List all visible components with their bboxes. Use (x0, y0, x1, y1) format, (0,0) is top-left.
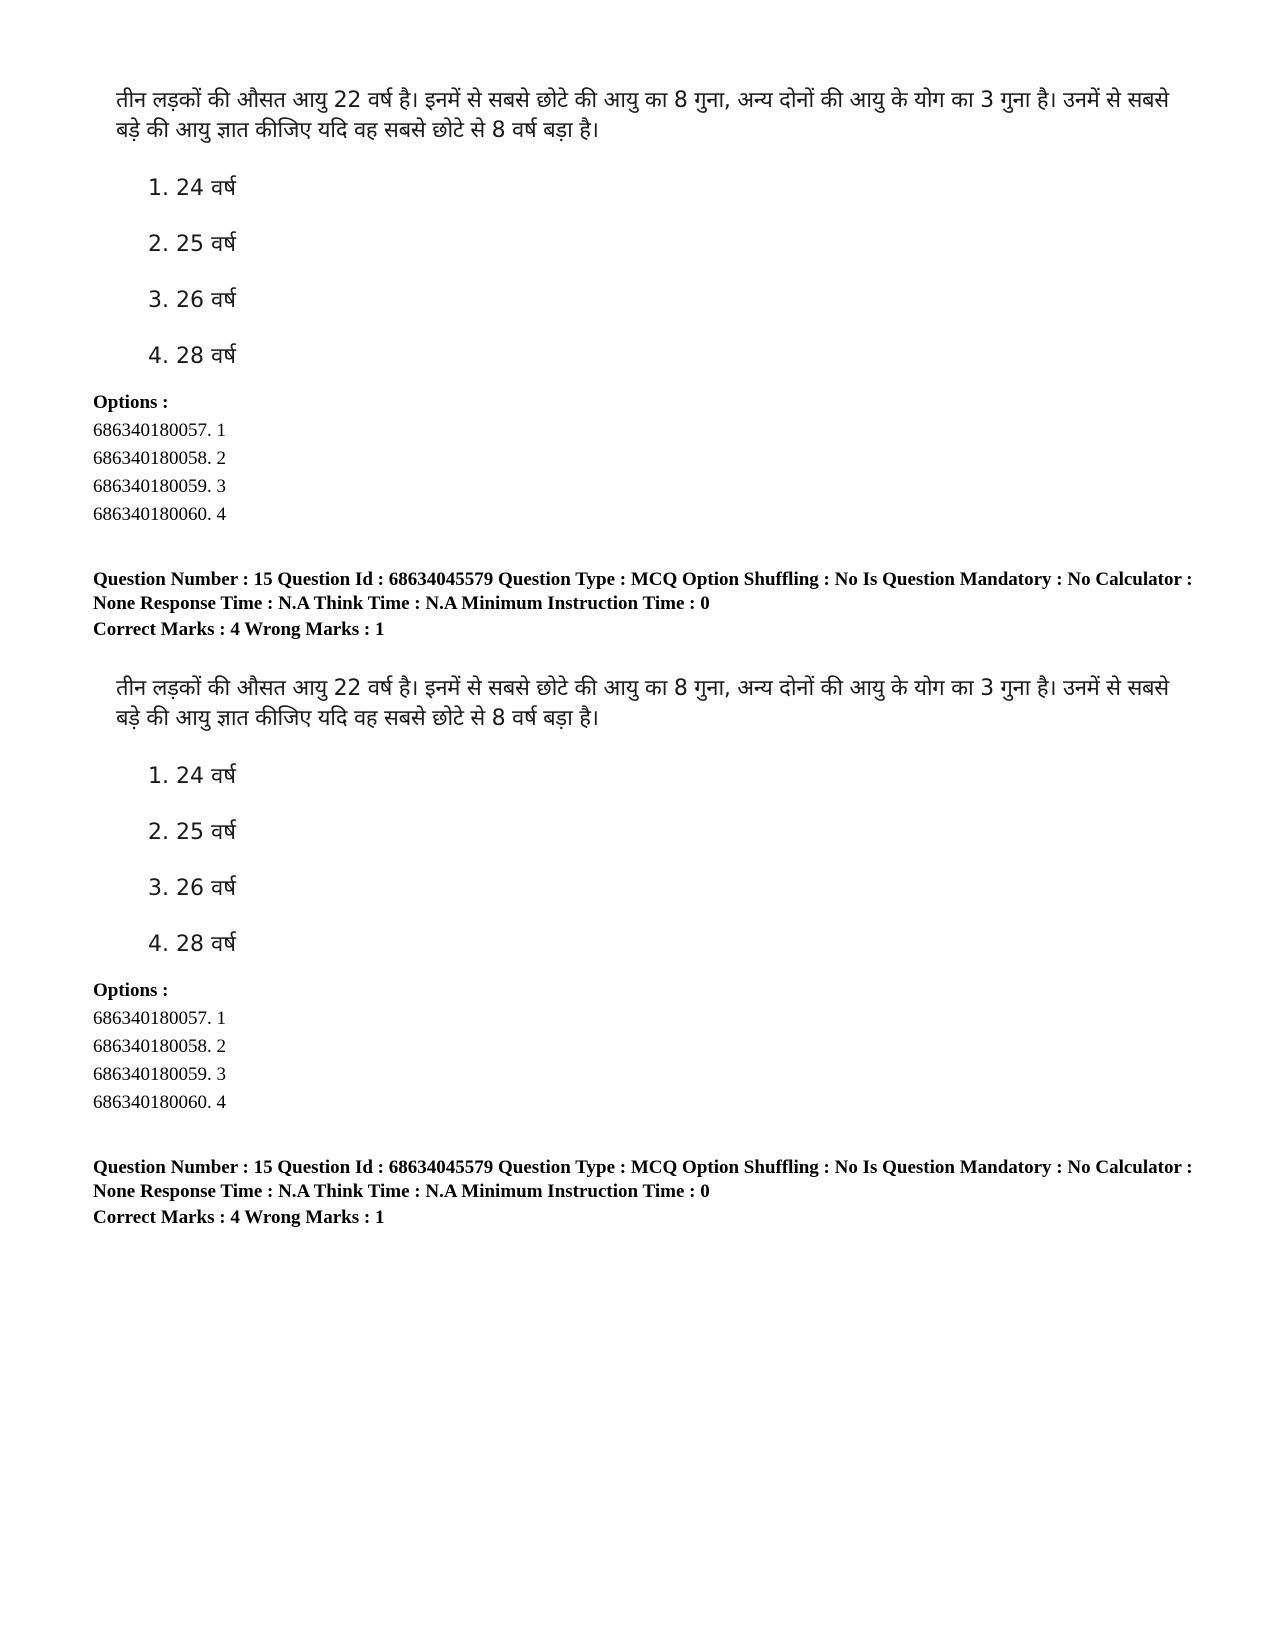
option-row: 686340180058. 2 (93, 448, 226, 469)
choice-1: 1. 24 वर्ष (148, 764, 236, 789)
choice-4: 4. 28 वर्ष (148, 932, 236, 957)
option-row: 686340180059. 3 (93, 476, 226, 497)
option-row: 686340180060. 4 (93, 504, 226, 525)
option-row: 686340180057. 1 (93, 420, 226, 441)
question-text: तीन लड़कों की औसत आयु 22 वर्ष है। इनमें से सबसे छोटे की आयु का 8 गुना, अन्य दोनों की आयु के योग का 3 गुना है। उनमें से सबसे बड़े की आयु ज्ञात कीजिए यदि वह सबसे छोटे से 8 वर्ष बड़ा है। (116, 88, 1169, 143)
choice-1: 1. 24 वर्ष (148, 176, 236, 201)
choice-3: 3. 26 वर्ष (148, 288, 236, 313)
choice-4: 4. 28 वर्ष (148, 344, 236, 369)
question-meta: Question Number : 15 Question Id : 68634045579 Question Type : MCQ Option Shuffling : No Is Question Mandatory : No Calculator : None Response Time : N.A Think Time : N.A Minimum Instruction Time : 0 (93, 569, 1193, 614)
options-heading: Options : (93, 392, 169, 413)
question-marks: Correct Marks : 4 Wrong Marks : 1 (93, 1207, 385, 1228)
choice-2: 2. 25 वर्ष (148, 232, 236, 257)
choice-3: 3. 26 वर्ष (148, 876, 236, 901)
question-marks: Correct Marks : 4 Wrong Marks : 1 (93, 619, 385, 640)
choice-2: 2. 25 वर्ष (148, 820, 236, 845)
option-row: 686340180059. 3 (93, 1064, 226, 1085)
option-row: 686340180057. 1 (93, 1008, 226, 1029)
option-row: 686340180058. 2 (93, 1036, 226, 1057)
question-text: तीन लड़कों की औसत आयु 22 वर्ष है। इनमें से सबसे छोटे की आयु का 8 गुना, अन्य दोनों की आयु के योग का 3 गुना है। उनमें से सबसे बड़े की आयु ज्ञात कीजिए यदि वह सबसे छोटे से 8 वर्ष बड़ा है। (116, 676, 1169, 731)
option-row: 686340180060. 4 (93, 1092, 226, 1113)
options-heading: Options : (93, 980, 169, 1001)
question-meta: Question Number : 15 Question Id : 68634045579 Question Type : MCQ Option Shuffling : No Is Question Mandatory : No Calculator : None Response Time : N.A Think Time : N.A Minimum Instruction Time : 0 (93, 1157, 1193, 1202)
